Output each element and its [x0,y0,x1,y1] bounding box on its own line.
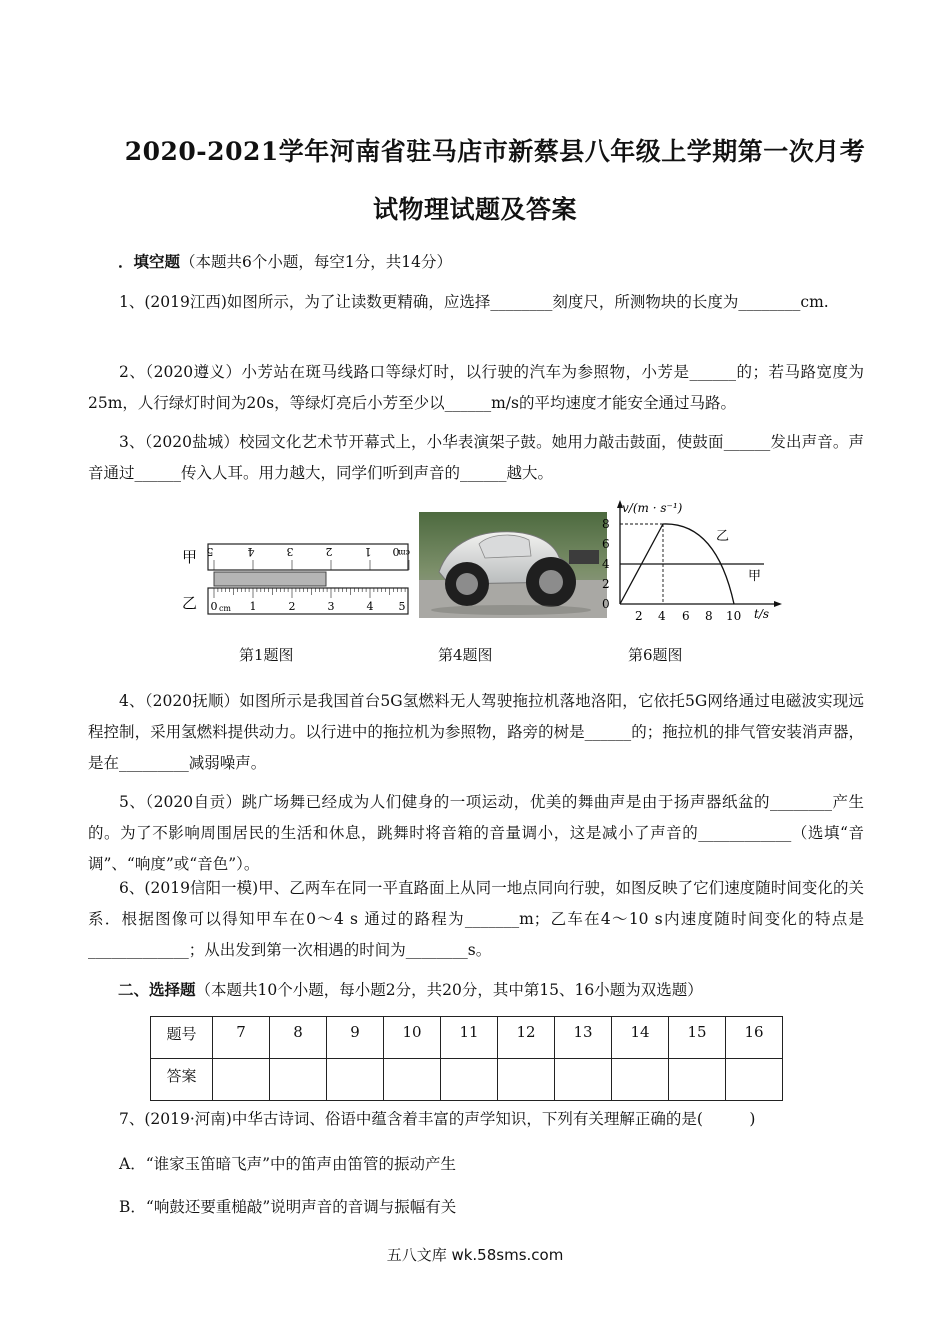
footer-watermark: 五八文库 wk.58sms.com [386,1246,564,1264]
ruler-bottom-tick-0: 0 [210,600,218,613]
answer-cell[interactable] [213,1059,270,1101]
ruler-top-unit: cm [397,548,411,557]
ruler-bottom-tick-4: 4 [366,600,374,613]
tractor-photo [419,512,607,618]
y-tick-6: 6 [602,537,610,551]
answer-cell[interactable] [441,1059,498,1101]
y-tick-2: 2 [602,577,610,591]
table-row [151,1059,783,1101]
velocity-time-graph [598,496,790,624]
x-tick-8: 8 [705,609,713,623]
table-cell: 11 [441,1017,498,1059]
table-head-number: 题号 [151,1017,213,1059]
ruler-bottom-tick-2: 2 [288,600,296,613]
question-1: 1、(2019江西)如图所示，为了让读数更精确，应选择________刻度尺，所测物块的长度为________cm. [119,293,829,311]
ruler-bottom-tick-5: 5 [398,600,406,613]
ruler-top [208,544,411,570]
graph-xlabel: t/s [754,607,770,621]
table-cell: 14 [612,1017,669,1059]
label-jia: 甲 [748,569,762,584]
caption-fig4: 第4题图 [438,646,493,664]
question-5: 5、（2020自贡）跳广场舞已经成为人们健身的一项运动，优美的舞曲声是由于扬声器纸盆的________产生的。为了不影响周围居民的生活和休息，跳舞时将音箱的音量调小，这是减小了声音的____________（选填“音调”、“响度”或“音色”）。 [88,793,864,873]
section2-heading: 二、选择题（本题共10个小题，每小题2分，共20分，其中第15、16小题为双选题） [118,980,703,999]
answer-cell[interactable] [555,1059,612,1101]
caption-fig1: 第1题图 [239,646,294,664]
table-cell: 12 [498,1017,555,1059]
question-3: 3、（2020盐城）校园文化艺术节开幕式上，小华表演架子鼓。她用力敲击鼓面，使鼓面______发出声音。声音通过______传入人耳。用力越大，同学们听到声音的______越大。 [88,433,864,482]
label-yi: 乙 [716,529,730,544]
ruler-top-tick-3: 3 [286,545,294,558]
question-4: 4、（2020抚顺）如图所示是我国首台5G氢燃料无人驾驶拖拉机落地洛阳，它依托5G网络通过电磁波实现远程控制，采用氢燃料提供动力。以行进中的拖拉机为参照物，路旁的树是______的；拖拉机的排气管安装消声器，是在_________减弱噪声。 [88,692,864,772]
answer-cell[interactable] [498,1059,555,1101]
measured-block [214,572,326,586]
x-tick-4: 4 [658,609,666,623]
question-6: 6、(2019信阳一模)甲、乙两车在同一平直路面上从同一地点同向行驶，如图反映了它们速度随时间变化的关系．根据图像可以得知甲车在0～4 s 通过的路程为_______m；乙车在4～10 s内速度随时间变化的特点是_____________；从出发到第一次相遇的时间为________s。 [88,879,864,959]
ruler-top-tick-4: 4 [247,545,255,558]
ruler-label-top: 甲 [182,548,198,566]
question-7-option-b: B．“响鼓还要重槌敲”说明声音的音调与振幅有关 [119,1198,457,1216]
y-tick-4: 4 [602,557,610,571]
graph-ylabel: v/(m · s⁻¹) [622,501,683,515]
table-head-answer: 答案 [151,1059,213,1101]
page-subtitle: 试物理试题及答案 [372,195,577,224]
ruler-figure [180,538,412,618]
answer-cell[interactable] [384,1059,441,1101]
table-cell: 9 [327,1017,384,1059]
ruler-top-tick-0: 0 [392,545,400,558]
ruler-top-tick-1: 1 [364,545,372,558]
answer-cell[interactable] [612,1059,669,1101]
ruler-bottom-tick-3: 3 [327,600,335,613]
section1-heading: ．填空题（本题共6个小题，每空1分，共14分） [118,252,452,271]
ruler-bottom-unit: cm [218,604,232,613]
y-tick-0: 0 [602,597,610,611]
ruler-top-tick-5: 5 [206,545,214,558]
table-cell: 10 [384,1017,441,1059]
page-title: 2020-2021学年河南省驻马店市新蔡县八年级上学期第一次月考 [124,137,866,166]
ruler-bottom-tick-1: 1 [249,600,257,613]
question-2: 2、（2020遵义）小芳站在斑马线路口等绿灯时，以行驶的汽车为参照物，小芳是______的；若马路宽度为25m，人行绿灯时间为20s，等绿灯亮后小芳至少以______m/s的平均速度才能安全通过马路。 [88,363,864,412]
table-row [151,1017,783,1059]
y-tick-8: 8 [602,517,610,531]
table-cell: 7 [213,1017,270,1059]
question-7-option-a: A．“谁家玉笛暗飞声”中的笛声由笛管的振动产生 [119,1155,457,1173]
x-tick-2: 2 [635,609,643,623]
ruler-top-tick-2: 2 [325,545,333,558]
x-tick-6: 6 [682,609,690,623]
answer-cell[interactable] [669,1059,726,1101]
answer-cell[interactable] [327,1059,384,1101]
answer-cell[interactable] [726,1059,783,1101]
table-cell: 8 [270,1017,327,1059]
answer-table [150,1016,783,1101]
x-tick-10: 10 [726,609,742,623]
answer-cell[interactable] [270,1059,327,1101]
table-cell: 13 [555,1017,612,1059]
table-cell: 15 [669,1017,726,1059]
table-cell: 16 [726,1017,783,1059]
question-7: 7、(2019·河南)中华古诗词、俗语中蕴含着丰富的声学知识，下列有关理解正确的是( ) [119,1110,756,1128]
ruler-label-bottom: 乙 [182,594,198,612]
caption-fig6: 第6题图 [628,646,683,664]
